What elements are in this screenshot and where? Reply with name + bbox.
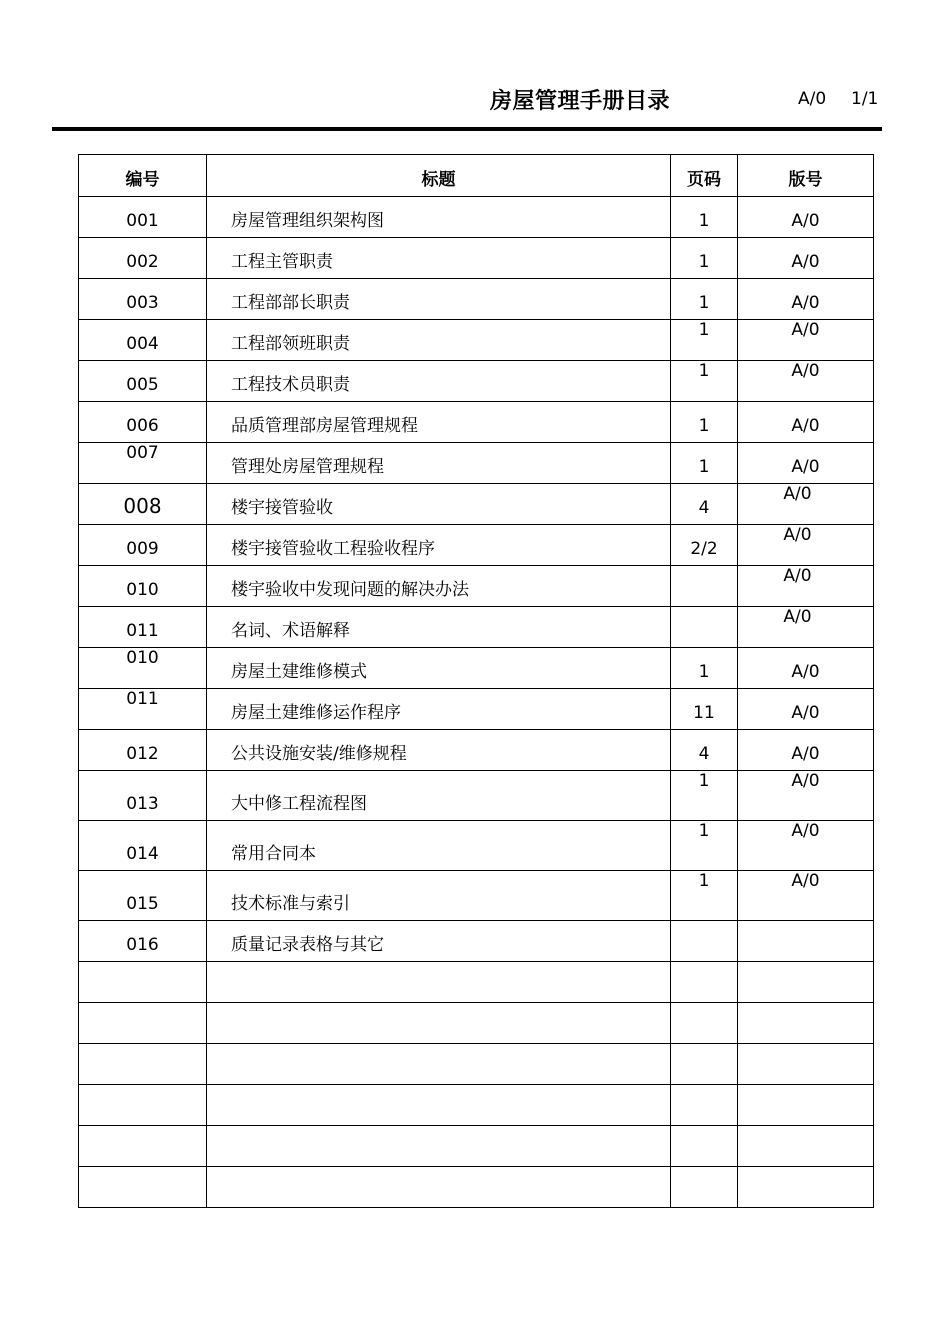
table-row — [79, 730, 874, 771]
row-title: 品质管理部房屋管理规程 — [207, 402, 671, 443]
row-version: A/0 — [738, 648, 874, 689]
row-page: 1 — [671, 871, 738, 921]
row-code: 016 — [79, 921, 207, 962]
empty-row — [79, 1126, 874, 1167]
table-row — [79, 871, 874, 921]
row-version: A/0 — [738, 484, 874, 525]
empty-cell — [207, 962, 671, 1003]
row-page: 11 — [671, 689, 738, 730]
empty-cell — [738, 1044, 874, 1085]
row-code: 011 — [79, 607, 207, 648]
row-code: 003 — [79, 279, 207, 320]
row-title: 工程部领班职责 — [207, 320, 671, 361]
row-version: A/0 — [738, 279, 874, 320]
row-version: A/0 — [738, 566, 874, 607]
table-row — [79, 689, 874, 730]
empty-row — [79, 962, 874, 1003]
row-title: 工程部部长职责 — [207, 279, 671, 320]
row-version — [738, 921, 874, 962]
table-row — [79, 921, 874, 962]
row-version: A/0 — [738, 730, 874, 771]
empty-cell — [207, 1003, 671, 1044]
row-code: 001 — [79, 197, 207, 238]
table-row — [79, 607, 874, 648]
row-code: 014 — [79, 821, 207, 871]
empty-row — [79, 1085, 874, 1126]
table-row — [79, 771, 874, 821]
empty-cell — [207, 1044, 671, 1085]
row-code: 004 — [79, 320, 207, 361]
row-title: 常用合同本 — [207, 821, 671, 871]
row-code: 015 — [79, 871, 207, 921]
row-code: 010 — [79, 566, 207, 607]
table-row — [79, 566, 874, 607]
row-version: A/0 — [738, 361, 874, 402]
document-version: A/0 — [798, 89, 827, 109]
empty-cell — [79, 1003, 207, 1044]
table-row — [79, 484, 874, 525]
table-row — [79, 525, 874, 566]
table-row — [79, 361, 874, 402]
empty-cell — [79, 1085, 207, 1126]
row-title: 楼宇验收中发现问题的解决办法 — [207, 566, 671, 607]
row-title: 大中修工程流程图 — [207, 771, 671, 821]
row-code: 009 — [79, 525, 207, 566]
row-page: 1 — [671, 402, 738, 443]
row-code: 011 — [79, 689, 207, 730]
document-page-number: 1/1 — [851, 89, 879, 109]
table-row — [79, 648, 874, 689]
empty-cell — [671, 962, 738, 1003]
table-row — [79, 320, 874, 361]
row-title: 管理处房屋管理规程 — [207, 443, 671, 484]
table-row — [79, 238, 874, 279]
row-version: A/0 — [738, 320, 874, 361]
empty-cell — [671, 1126, 738, 1167]
empty-cell — [671, 1003, 738, 1044]
row-page: 1 — [671, 771, 738, 821]
table-row — [79, 821, 874, 871]
row-code: 012 — [79, 730, 207, 771]
row-code: 002 — [79, 238, 207, 279]
row-page — [671, 921, 738, 962]
row-version: A/0 — [738, 871, 874, 921]
row-title: 名词、术语解释 — [207, 607, 671, 648]
empty-cell — [79, 1167, 207, 1208]
row-code: 005 — [79, 361, 207, 402]
empty-cell — [671, 1167, 738, 1208]
row-version: A/0 — [738, 771, 874, 821]
column-header-version: 版号 — [738, 155, 874, 197]
row-title: 工程技术员职责 — [207, 361, 671, 402]
empty-cell — [207, 1167, 671, 1208]
row-version: A/0 — [738, 607, 874, 648]
row-title: 工程主管职责 — [207, 238, 671, 279]
row-page — [671, 566, 738, 607]
row-page: 1 — [671, 197, 738, 238]
row-page: 1 — [671, 320, 738, 361]
toc-table — [78, 154, 874, 1208]
column-header-page: 页码 — [671, 155, 738, 197]
empty-cell — [79, 1126, 207, 1167]
row-title: 房屋土建维修模式 — [207, 648, 671, 689]
empty-cell — [79, 962, 207, 1003]
row-title: 楼宇接管验收工程验收程序 — [207, 525, 671, 566]
row-title: 房屋土建维修运作程序 — [207, 689, 671, 730]
row-version: A/0 — [738, 197, 874, 238]
row-page: 1 — [671, 279, 738, 320]
row-page: 1 — [671, 821, 738, 871]
empty-row — [79, 1167, 874, 1208]
document-title: 房屋管理手册目录 — [490, 89, 671, 114]
column-header-title: 标题 — [207, 155, 671, 197]
row-page: 4 — [671, 730, 738, 771]
empty-cell — [738, 1167, 874, 1208]
empty-cell — [738, 1003, 874, 1044]
empty-cell — [738, 1085, 874, 1126]
empty-cell — [671, 1044, 738, 1085]
row-code: 010 — [79, 648, 207, 689]
table-row — [79, 279, 874, 320]
row-title: 质量记录表格与其它 — [207, 921, 671, 962]
row-page: 1 — [671, 238, 738, 279]
empty-cell — [79, 1044, 207, 1085]
row-version: A/0 — [738, 238, 874, 279]
row-code: 006 — [79, 402, 207, 443]
header-rule — [52, 127, 882, 131]
row-code: 013 — [79, 771, 207, 821]
row-page: 2/2 — [671, 525, 738, 566]
table-row — [79, 197, 874, 238]
empty-cell — [207, 1085, 671, 1126]
row-page: 1 — [671, 361, 738, 402]
row-title: 房屋管理组织架构图 — [207, 197, 671, 238]
row-code: 007 — [79, 443, 207, 484]
row-version: A/0 — [738, 821, 874, 871]
row-version: A/0 — [738, 443, 874, 484]
row-version: A/0 — [738, 525, 874, 566]
empty-cell — [207, 1126, 671, 1167]
empty-cell — [738, 1126, 874, 1167]
empty-cell — [738, 962, 874, 1003]
row-title: 公共设施安装/维修规程 — [207, 730, 671, 771]
row-page — [671, 607, 738, 648]
table-row — [79, 402, 874, 443]
row-version: A/0 — [738, 402, 874, 443]
row-page: 1 — [671, 443, 738, 484]
row-title: 技术标准与索引 — [207, 871, 671, 921]
row-title: 楼宇接管验收 — [207, 484, 671, 525]
row-code: 008 — [79, 484, 207, 525]
row-page: 4 — [671, 484, 738, 525]
empty-row — [79, 1044, 874, 1085]
column-header-code: 编号 — [79, 155, 207, 197]
row-page: 1 — [671, 648, 738, 689]
toc-header-row — [79, 155, 874, 197]
row-version: A/0 — [738, 689, 874, 730]
empty-cell — [671, 1085, 738, 1126]
empty-row — [79, 1003, 874, 1044]
table-row — [79, 443, 874, 484]
